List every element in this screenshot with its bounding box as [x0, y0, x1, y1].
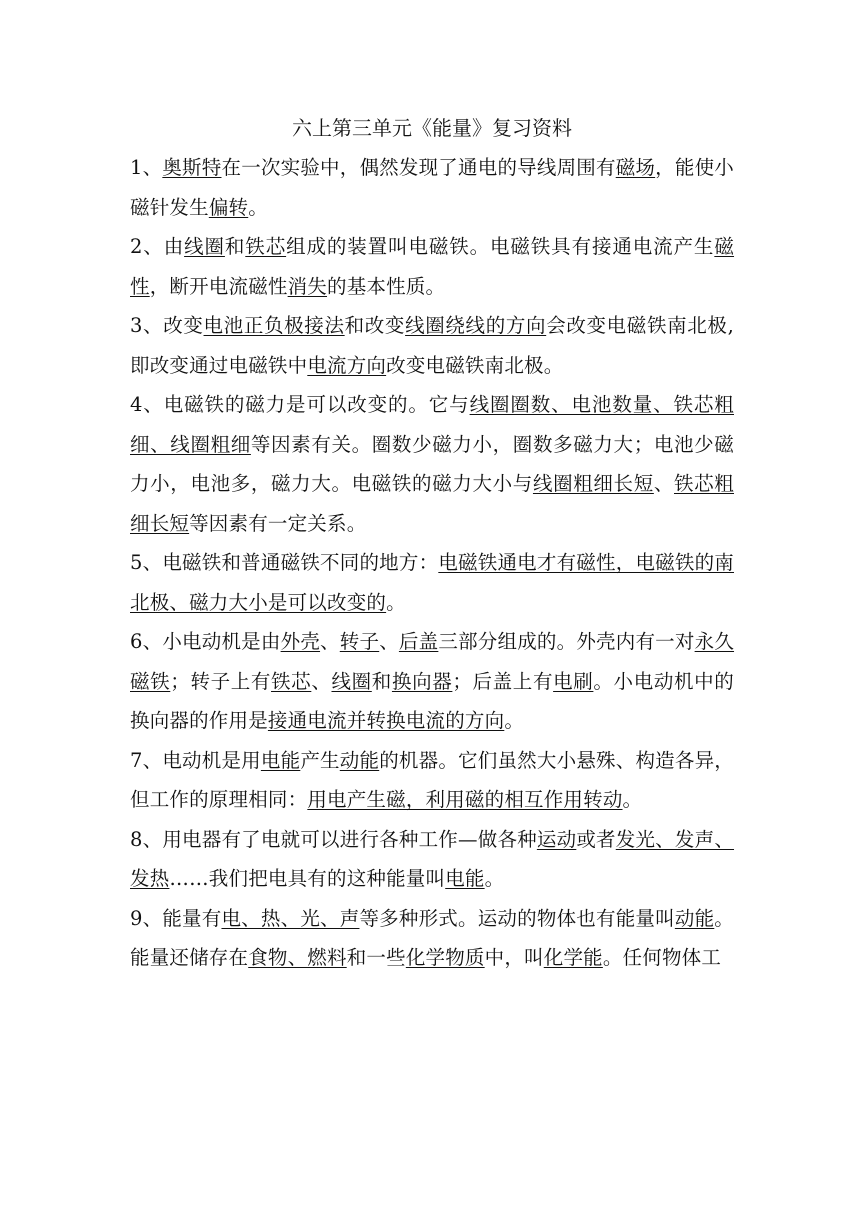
item-text: 改变电磁铁南北极。 — [386, 353, 564, 377]
item-text: ；转子上有 — [170, 669, 272, 693]
item-text: 。 — [504, 709, 525, 732]
item-text: 和 — [371, 669, 392, 693]
answer-blank: 线圈绕线的方向 — [405, 314, 547, 337]
answer-blank: 食物、燃料 — [248, 946, 347, 969]
item-text: 4、电磁铁的磁力是可以改变的。它与 — [130, 393, 470, 416]
item-text: 。 — [484, 867, 505, 890]
item-text: 1、 — [130, 156, 163, 179]
item-text: 和改变 — [344, 314, 406, 337]
review-item-7 — [130, 741, 734, 820]
answer-blank: 外壳 — [280, 630, 321, 653]
item-text: 三部分组成的。外壳内有一对 — [438, 630, 695, 653]
answer-blank: 电磁铁通电才有磁性，电磁铁的南北极、磁力大小是可以改变的 — [130, 551, 734, 614]
answer-blank: 磁场 — [615, 156, 656, 179]
answer-blank: 动能 — [674, 906, 715, 930]
item-text: 、 — [320, 630, 340, 653]
item-text: 等多种形式。运动的物体也有能量叫 — [359, 906, 675, 930]
answer-blank: 线圈圈数、电池数量、铁芯粗细、线圈粗细 — [130, 393, 734, 456]
answer-blank: 电池正负极接法 — [203, 314, 345, 337]
answer-blank: 线圈粗细长短 — [532, 472, 654, 495]
review-item-8 — [130, 820, 734, 899]
item-text: ，能使小磁针发生 — [130, 156, 734, 219]
answer-blank: 电流方向 — [307, 353, 387, 377]
item-text: 、 — [653, 472, 674, 495]
item-text: ，断开电流磁性 — [149, 274, 288, 298]
answer-blank: 线圈 — [331, 669, 372, 693]
item-text: 3、改变 — [130, 314, 204, 337]
item-text: 。小电动机中的换向器的作用是 — [130, 669, 734, 732]
answer-blank: 线圈 — [184, 235, 225, 258]
review-list — [130, 148, 734, 978]
review-item-2 — [130, 227, 734, 306]
item-text: ；后盖上有 — [452, 669, 554, 693]
item-text: 等因素有一定关系。 — [189, 511, 367, 535]
item-text: 。 — [248, 195, 268, 219]
item-text: 。任何物体工 — [602, 946, 722, 969]
answer-blank: 发光、发声、发热 — [130, 827, 735, 890]
answer-blank: 换向器 — [391, 669, 453, 693]
answer-blank: 动能 — [339, 748, 380, 772]
answer-blank: 运动 — [536, 827, 577, 851]
answer-blank: 转子 — [339, 630, 380, 653]
answer-blank: 电能 — [260, 748, 301, 772]
item-text: 、 — [379, 630, 399, 653]
item-text: 或者 — [576, 827, 616, 851]
item-text: 5、电磁铁和普通磁铁不同的地方： — [130, 551, 439, 574]
item-text: 。 — [622, 788, 643, 811]
item-text: 中，叫 — [484, 946, 544, 969]
review-item-6 — [130, 622, 734, 741]
answer-blank: 电能 — [445, 867, 485, 890]
item-text: 会改变电磁铁南北极,即改变通过电磁铁中 — [130, 314, 734, 377]
answer-blank: 接通电流并转换电流的方向 — [267, 709, 505, 732]
item-text: 8、用电器有了电就可以进行各种工作—做各种 — [130, 827, 537, 851]
item-text: ……我们把电具有的这种能量叫 — [169, 867, 446, 890]
answer-blank: 奥斯特 — [162, 156, 222, 179]
item-text: 2、由 — [130, 235, 185, 258]
answer-blank: 电、热、光、声 — [221, 906, 360, 930]
item-text: 在一次实验中，偶然发现了通电的导线周围有 — [221, 156, 616, 179]
review-item-3 — [130, 306, 734, 385]
item-text: 6、小电动机是由 — [130, 630, 281, 653]
item-text: 产生 — [300, 748, 340, 772]
item-text: 。 — [386, 590, 406, 614]
item-text: 组成的装置叫电磁铁。电磁铁具有接通电流产生 — [286, 235, 715, 258]
answer-blank: 永久磁铁 — [130, 630, 735, 693]
item-text: 等因素有关。圈数少磁力小，圈数多磁力大；电池少磁力小，电池多，磁力大。电磁铁的磁力大小与 — [130, 432, 734, 495]
answer-blank: 化学物质 — [405, 946, 485, 969]
item-text: 和一些 — [346, 946, 406, 969]
item-text: 9、能量有 — [130, 906, 222, 930]
item-text: 的机器。它们虽然大小悬殊、构造各异，但工作的原理相同： — [130, 748, 735, 811]
review-item-9 — [130, 899, 734, 978]
answer-blank: 铁芯粗细长短 — [130, 472, 734, 535]
answer-blank: 化学能 — [543, 946, 603, 969]
answer-blank: 后盖 — [398, 630, 439, 653]
review-item-5 — [130, 543, 734, 622]
item-text: 的基本性质。 — [327, 274, 446, 298]
answer-blank: 消失 — [287, 274, 328, 298]
answer-blank: 铁芯 — [271, 669, 312, 693]
answer-blank: 用电产生磁，利用磁的相互作用转动 — [307, 788, 623, 811]
answer-blank: 电刷 — [553, 669, 594, 693]
item-text: 、 — [311, 669, 332, 693]
answer-blank: 偏转 — [208, 195, 249, 219]
item-text: 。能量还储存在 — [130, 906, 734, 969]
review-item-1 — [130, 148, 734, 227]
page-title: 六上第三单元《能量》复习资料 — [292, 116, 572, 140]
review-item-4 — [130, 385, 734, 543]
answer-blank: 铁芯 — [245, 235, 287, 258]
item-text: 7、电动机是用 — [130, 748, 261, 772]
answer-blank: 磁性 — [130, 235, 735, 298]
item-text: 和 — [224, 235, 246, 258]
